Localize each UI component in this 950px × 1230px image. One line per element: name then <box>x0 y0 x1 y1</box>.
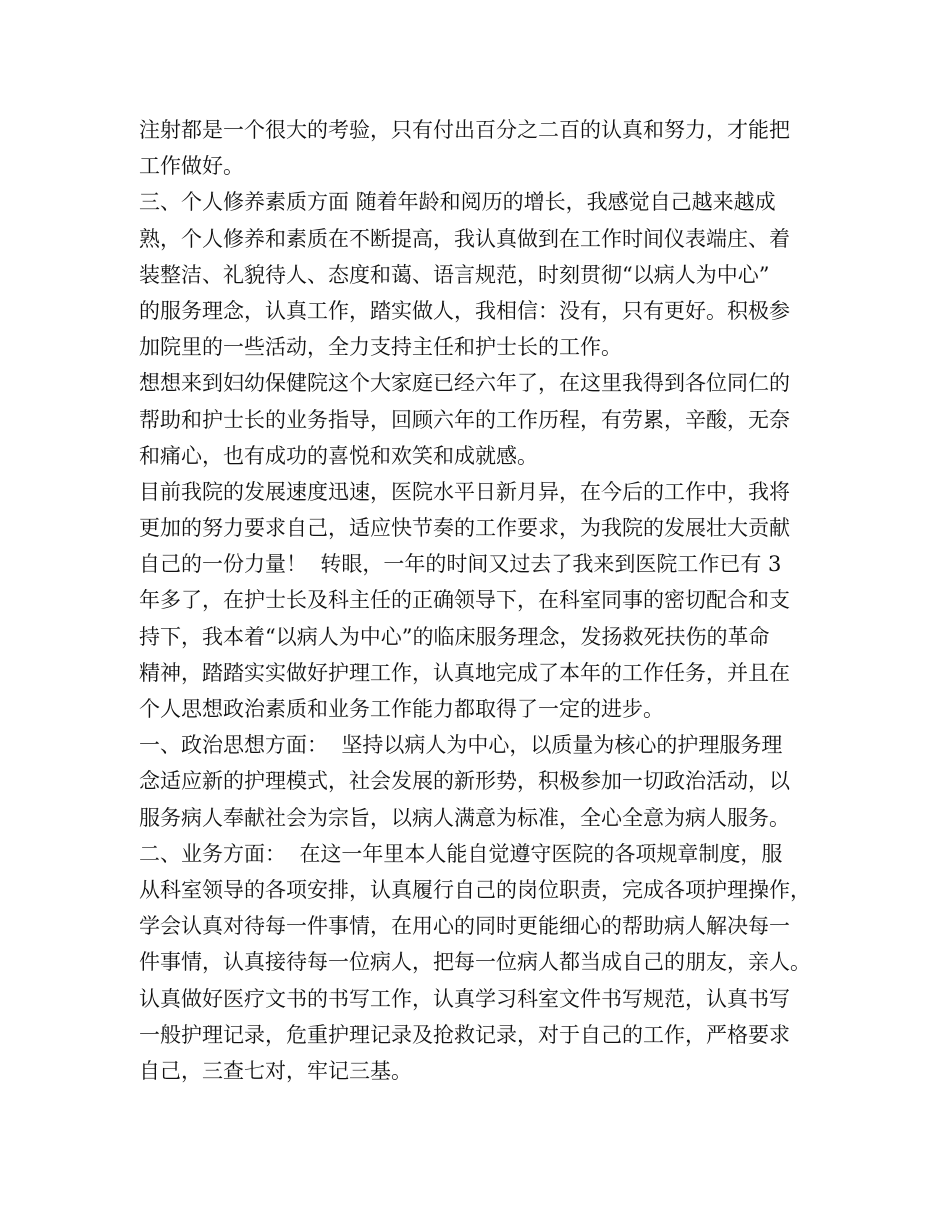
text-line: 工作做好。 <box>139 154 244 179</box>
text-line: 认真做好医疗文书的书写工作，认真学习科室文件书写规范，认真书写 <box>139 986 790 1011</box>
text-line: 自己的一份力量！ 转眼，一年的时间又过去了我来到医院工作已有 3 <box>139 552 782 577</box>
text-line: 从科室领导的各项安排，认真履行自己的岗位职责，完成各项护理操作， <box>139 877 811 902</box>
text-line: 一般护理记录，危重护理记录及抢救记录，对于自己的工作，严格要求 <box>139 1022 790 1047</box>
text-line: 持下，我本着“以病人为中心”的临床服务理念，发扬救死扶伤的革命 <box>139 624 770 649</box>
text-line: 件事情，认真接待每一位病人，把每一位病人都当成自己的朋友，亲人。 <box>139 950 811 975</box>
text-line: 帮助和护士长的业务指导，回顾六年的工作历程，有劳累，辛酸，无奈 <box>139 407 790 432</box>
document-body <box>139 112 829 1089</box>
text-line: 目前我院的发展速度迅速，医院水平日新月异，在今后的工作中，我将 <box>139 479 790 504</box>
text-line: 更加的努力要求自己，适应快节奏的工作要求，为我院的发展壮大贡献 <box>139 516 790 541</box>
text-line: 熟，个人修养和素质在不断提高，我认真做到在工作时间仪表端庄、着 <box>139 226 790 251</box>
text-line: 的服务理念，认真工作，踏实做人，我相信：没有，只有更好。积极参 <box>139 298 790 323</box>
text-line: 加院里的一些活动，全力支持主任和护士长的工作。 <box>139 335 622 360</box>
text-line: 注射都是一个很大的考验，只有付出百分之二百的认真和努力，才能把 <box>139 118 790 142</box>
text-line: 个人思想政治素质和业务工作能力都取得了一定的进步。 <box>139 697 664 721</box>
text-line: 年多了，在护士长及科主任的正确领导下，在科室同事的密切配合和支 <box>139 588 790 613</box>
text-line: 学会认真对待每一件事情，在用心的同时更能细心的帮助病人解决每一 <box>139 914 790 939</box>
text-line: 二、业务方面： 在这一年里本人能自觉遵守医院的各项规章制度，服 <box>139 841 783 866</box>
text-line: 一、政治思想方面： 坚持以病人为中心，以质量为核心的护理服务理 <box>139 733 783 758</box>
text-line: 服务病人奉献社会为宗旨，以病人满意为标准，全心全意为病人服务。 <box>139 805 790 830</box>
text-line: 自己，三查七对，牢记三基。 <box>139 1058 412 1083</box>
text-line: 装整洁、礼貌待人、态度和蔼、语言规范，时刻贯彻“以病人为中心” <box>139 262 770 287</box>
text-line: 和痛心，也有成功的喜悦和欢笑和成就感。 <box>139 443 538 468</box>
text-line: 精神，踏踏实实做好护理工作，认真地完成了本年的工作任务，并且在 <box>139 660 790 685</box>
text-line: 想想来到妇幼保健院这个大家庭已经六年了，在这里我得到各位同仁的 <box>139 371 790 396</box>
text-line: 三、个人修养素质方面 随着年龄和阅历的增长，我感觉自己越来越成 <box>139 190 776 215</box>
text-line: 念适应新的护理模式，社会发展的新形势，积极参加一切政治活动，以 <box>139 769 790 794</box>
